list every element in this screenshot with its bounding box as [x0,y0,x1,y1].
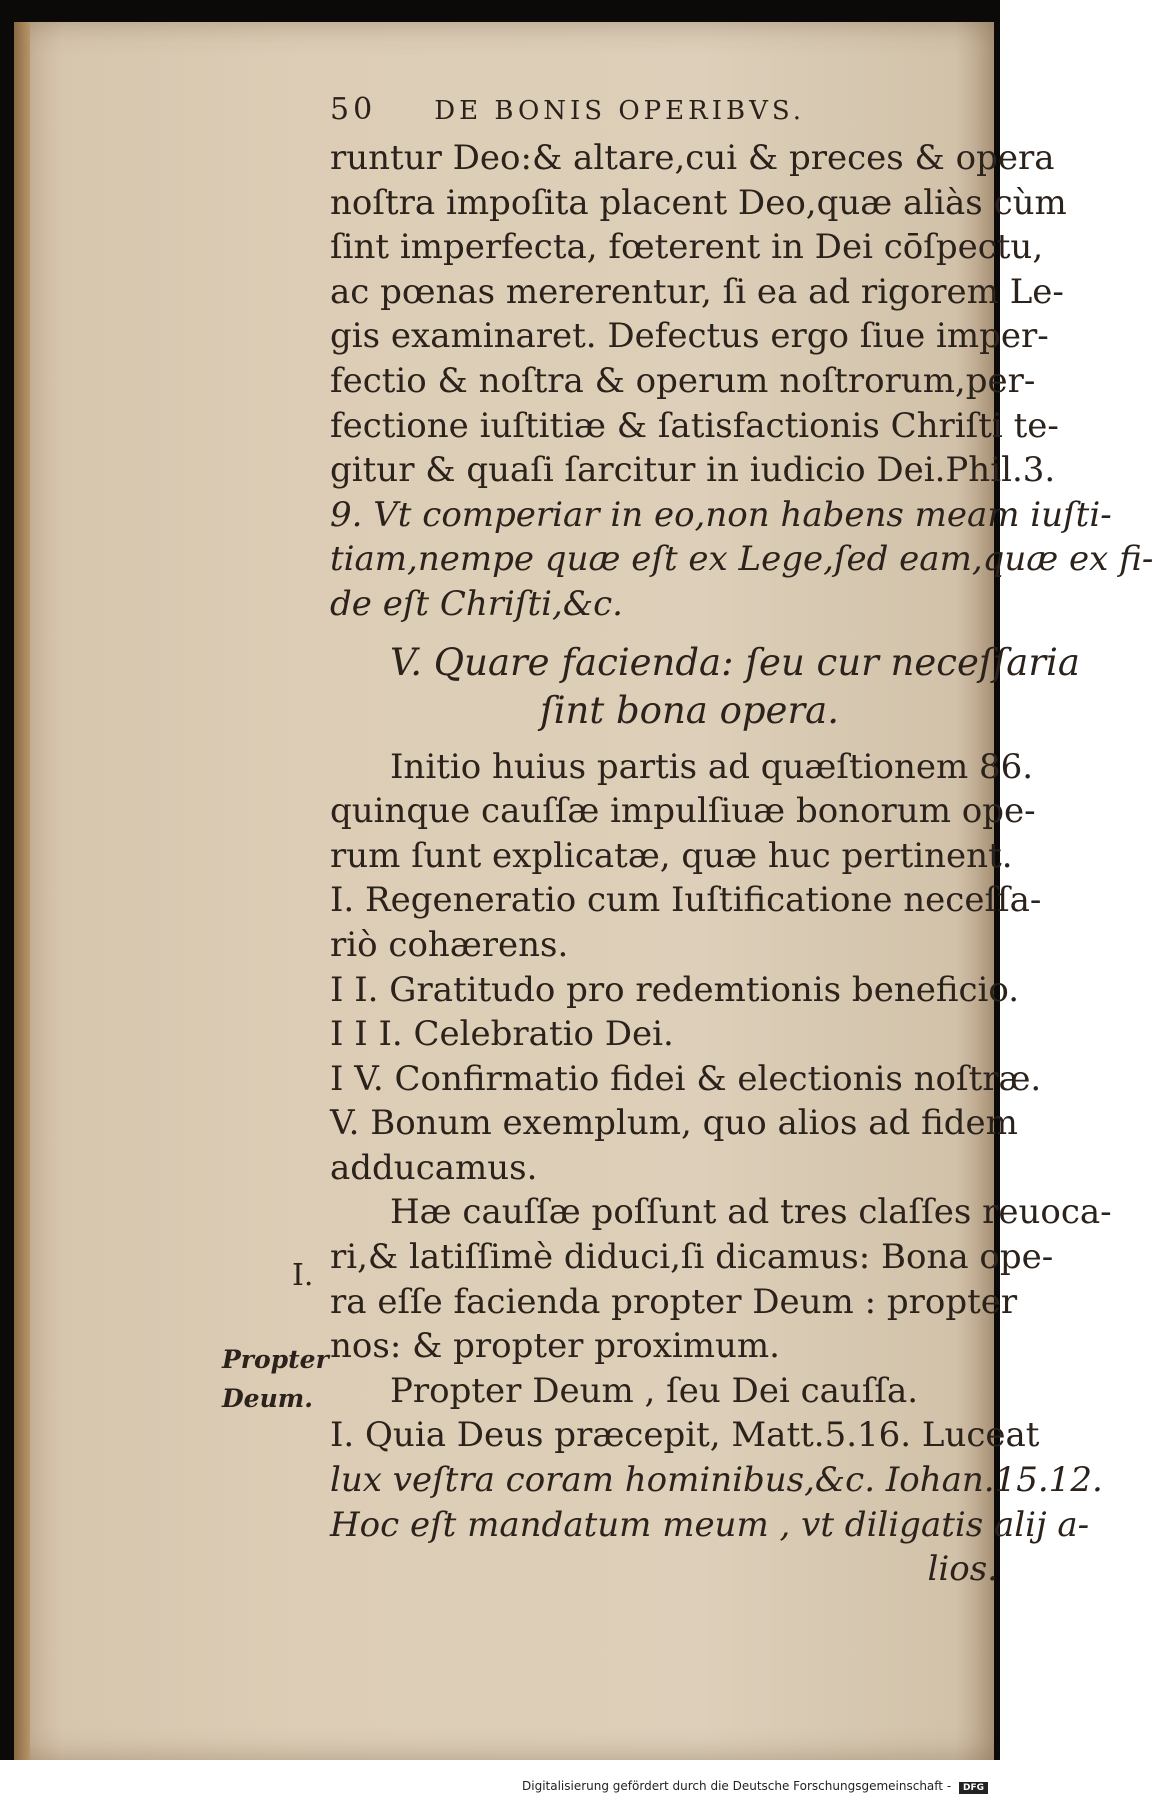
cause-item: riò cohærens. [330,924,569,965]
cause-item: adducamus. [330,1147,538,1188]
dfg-logo: DFG [959,1782,988,1794]
paragraph-line: nos: & propter proximum. [330,1326,780,1367]
page-gutter-edge [14,22,30,1760]
quotation-line: lux veſtra coram hominibus,&c. Iohan.15.12. [330,1460,1103,1501]
quotation-line: lios. [927,1549,998,1590]
quotation-line: Hoc eſt mandatum meum , vt diligatis alij a- [330,1504,1090,1545]
quotation-line: de eſt Chriſti,&c. [330,583,623,624]
paragraph-line: rum ſunt explicatæ, quæ huc pertinent. [330,835,1013,876]
quotation-line: tiam,nempe quæ eſt ex Lege,ſed eam,quæ ex fi- [330,539,1153,580]
text-line: gitur & quaſi ſarcitur in iudicio Dei.Phil.3. [330,450,1056,491]
text-line: noſtra impoſita placent Deo,quæ aliàs cùm [330,182,1067,223]
cause-item: I V. Confirmatio fidei & electionis noſtræ. [330,1058,1042,1099]
paragraph-line: Initio huius partis ad quæſtionem 86. [390,746,1034,787]
credit-text: Digitalisierung gefördert durch die Deutsche Forschungsgemeinschaft - [522,1779,952,1793]
section-heading-continued: ſint bona opera. [540,688,839,732]
paragraph-line: Hæ cauſſæ poſſunt ad tres claſſes reuoca- [390,1192,1112,1233]
paragraph-line: ri,& latiſſimè diduci,ſi dicamus: Bona ope- [330,1237,1054,1278]
cause-item: V. Bonum exemplum, quo alios ad fidem [330,1103,1018,1144]
text-line: I. Quia Deus præcepit, Matt.5.16. Luceat [330,1415,1040,1456]
text-line: fectio & noſtra & operum noſtrorum,per- [330,360,1036,401]
page-number: 50 [330,92,377,127]
quotation-line: 9. Vt comperiar in eo,non habens meam iuſti- [330,494,1112,535]
text-line: ſint imperfecta, fœterent in Dei cōſpectu, [330,227,1044,268]
margin-roman-numeral: I. [292,1258,314,1293]
paragraph-line: ra eſſe facienda propter Deum : propter [330,1281,1018,1322]
paragraph-line: quinque cauſſæ impulſiuæ bonorum ope- [330,791,1036,832]
digitization-credit [522,1779,988,1794]
running-title: DE BONIS OPERIBVS. [434,96,806,126]
text-line: runtur Deo:& altare,cui & preces & opera [330,138,1055,178]
text-line: gis examinaret. Defectus ergo ſiue imper- [330,316,1049,357]
text-block [330,92,1153,1592]
cause-item: I I. Gratitudo pro redemtionis beneficio. [330,969,1020,1010]
cause-item: I I I. Celebratio Dei. [330,1014,674,1055]
margin-note: Deum. [222,1384,313,1413]
cause-item: I. Regeneratio cum Iuſtificatione neceſſa- [330,880,1042,921]
text-line: ac pœnas mererentur, ſi ea ad rigorem Le- [330,271,1064,312]
section-heading: V. Quare facienda: ſeu cur neceſſaria [390,640,1080,684]
text-line: fectione iuſtitiæ & ſatisfactionis Chriſti te- [330,405,1059,446]
sub-heading: Propter Deum , ſeu Dei cauſſa. [390,1370,919,1411]
running-header [330,92,998,136]
margin-note: Propter [222,1345,329,1374]
